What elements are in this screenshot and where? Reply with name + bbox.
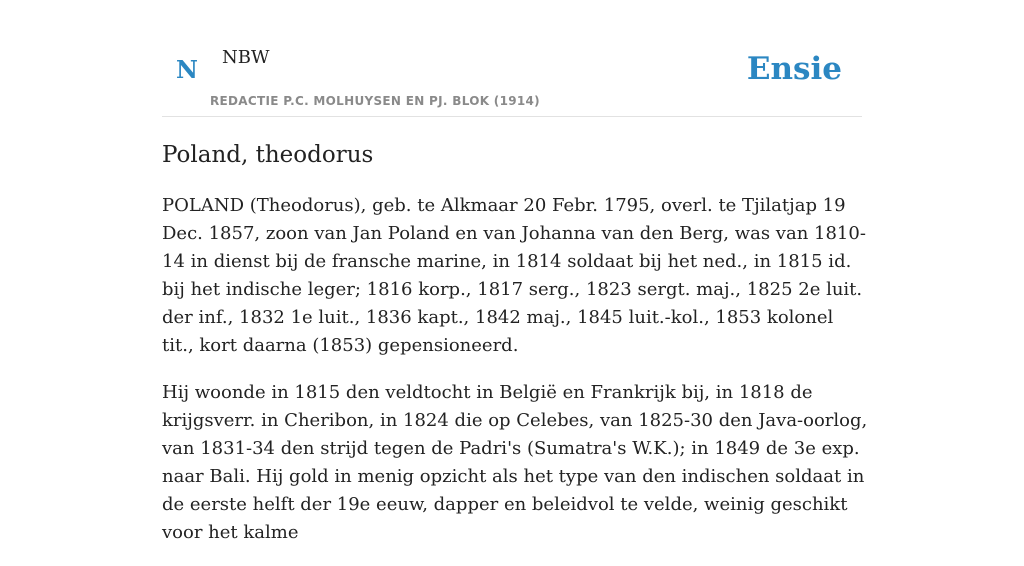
source-header	[162, 0, 862, 117]
source-logo[interactable]: N	[176, 55, 198, 84]
article-paragraph: Hij woonde in 1815 den veldtocht in België en Frankrijk bij, in 1818 de krijgsverr. in Cheribon, in 1824 die op Celebes, van 1825-30 den Java-oorlog, van 1831-34 den strijd tegen de Padri's (Sumatra's W.K.); in 1849 de 3e exp. naar Bali. Hij gold in menig opzicht als het type van den indischen soldaat in de eerste helft der 19e eeuw, dapper en beleidvol te velde, weinig geschikt voor het kalme	[162, 382, 868, 543]
source-subtitle: REDACTIE P.C. MOLHUYSEN EN PJ. BLOK (1914)	[210, 94, 540, 108]
article-paragraph: POLAND (Theodorus), geb. te Alkmaar 20 Febr. 1795, overl. te Tjilatjap 19 Dec. 1857, zoon van Jan Poland en van Johanna van den Berg, was van 1810-14 in dienst bij de fransche marine, in 1814 soldaat bij het ned., in 1815 id. bij het indische leger; 1816 korp., 1817 serg., 1823 sergt. maj., 1825 2e luit. der inf., 1832 1e luit., 1836 kapt., 1842 maj., 1845 luit.-kol., 1853 kolonel tit., kort daarna (1853) gepensioneerd.	[162, 195, 866, 356]
article-title: Poland, theodorus	[162, 142, 374, 168]
brand-logo-link[interactable]: Ensie	[746, 51, 842, 87]
source-name[interactable]: NBW	[222, 47, 270, 68]
article-body	[162, 192, 868, 566]
